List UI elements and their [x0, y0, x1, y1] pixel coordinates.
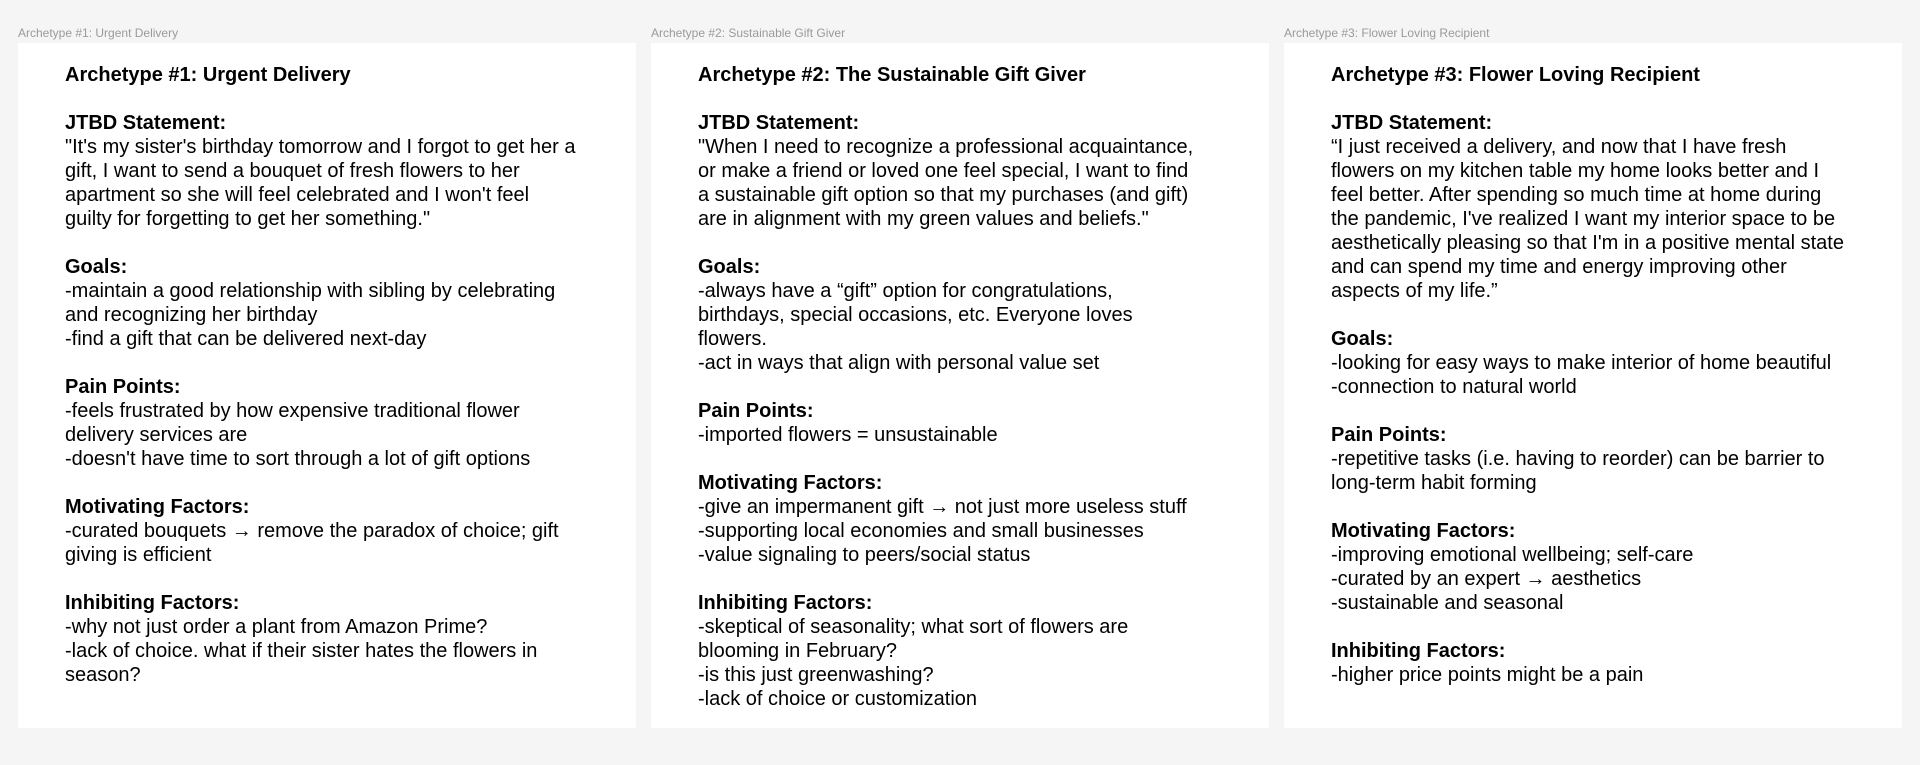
motivating-factors-line: -curated bouquets → remove the paradox of choice; gift	[65, 520, 559, 542]
inhibiting-factors-section	[1331, 639, 1882, 687]
goals-heading: Goals:	[65, 256, 128, 278]
jtbd-line: aesthetically pleasing so that I'm in a positive mental state	[1331, 232, 1844, 254]
goals-line: birthdays, special occasions, etc. Everyone loves	[698, 304, 1133, 326]
pain-points-section	[65, 375, 616, 471]
inhibiting-factors-line: -lack of choice. what if their sister hates the flowers in	[65, 640, 538, 662]
pain-points-line: -doesn't have time to sort through a lot of gift options	[65, 448, 531, 470]
jtbd-line: “I just received a delivery, and now that I have fresh	[1331, 136, 1787, 158]
goals-section	[65, 255, 616, 351]
pain-points-line: -imported flowers = unsustainable	[698, 424, 998, 446]
jtbd-line: or make a friend or loved one feel special, I want to find	[698, 160, 1189, 182]
pain-points-line: -repetitive tasks (i.e. having to reorder) can be barrier to	[1331, 448, 1825, 470]
pain-points-heading: Pain Points:	[1331, 424, 1447, 446]
frame-label[interactable]: Archetype #3: Flower Loving Recipient	[1284, 26, 1490, 40]
goals-line: -connection to natural world	[1331, 376, 1577, 398]
jtbd-line: and can spend my time and energy improving other	[1331, 256, 1787, 278]
inhibiting-factors-line: -lack of choice or customization	[698, 688, 978, 710]
frame-label[interactable]: Archetype #1: Urgent Delivery	[18, 26, 179, 40]
inhibiting-factors-line: -skeptical of seasonality; what sort of flowers are	[698, 616, 1129, 638]
inhibiting-factors-heading: Inhibiting Factors:	[65, 592, 240, 614]
goals-line: flowers.	[698, 328, 767, 350]
card-title: Archetype #1: Urgent Delivery	[65, 64, 351, 86]
motivating-factors-line: -sustainable and seasonal	[1331, 592, 1564, 614]
goals-section	[1331, 327, 1882, 399]
card-title: Archetype #2: The Sustainable Gift Giver	[698, 64, 1086, 86]
jtbd-line: feel better. After spending so much time at home during	[1331, 184, 1822, 206]
motivating-factors-section	[65, 495, 616, 567]
inhibiting-factors-line: blooming in February?	[698, 640, 897, 662]
jtbd-heading: JTBD Statement:	[698, 112, 860, 134]
jtbd-line: are in alignment with my green values and beliefs."	[698, 208, 1149, 230]
goals-line: -find a gift that can be delivered next-day	[65, 328, 427, 350]
goals-line: -looking for easy ways to make interior of home beautiful	[1331, 352, 1832, 374]
card-title: Archetype #3: Flower Loving Recipient	[1331, 64, 1700, 86]
jtbd-line: aspects of my life.”	[1331, 280, 1498, 302]
inhibiting-factors-heading: Inhibiting Factors:	[698, 592, 873, 614]
jtbd-section	[698, 111, 1249, 231]
pain-points-section	[1331, 423, 1882, 495]
inhibiting-factors-line: -why not just order a plant from Amazon Prime?	[65, 616, 488, 638]
motivating-factors-line: -improving emotional wellbeing; self-care	[1331, 544, 1694, 566]
pain-points-heading: Pain Points:	[698, 400, 814, 422]
jtbd-heading: JTBD Statement:	[1331, 112, 1493, 134]
archetype-card	[18, 43, 636, 728]
goals-line: -always have a “gift” option for congratulations,	[698, 280, 1113, 302]
goals-heading: Goals:	[698, 256, 761, 278]
archetype-card	[1284, 43, 1902, 728]
inhibiting-factors-line: -is this just greenwashing?	[698, 664, 934, 686]
inhibiting-factors-section	[698, 591, 1249, 711]
goals-line: and recognizing her birthday	[65, 304, 318, 326]
inhibiting-factors-heading: Inhibiting Factors:	[1331, 640, 1506, 662]
jtbd-line: a sustainable gift option so that my purchases (and gift)	[698, 184, 1189, 206]
inhibiting-factors-line: season?	[65, 664, 141, 686]
inhibiting-factors-line: -higher price points might be a pain	[1331, 664, 1644, 686]
goals-line: -act in ways that align with personal value set	[698, 352, 1100, 374]
jtbd-line: flowers on my kitchen table my home looks better and I	[1331, 160, 1820, 182]
frame-label[interactable]: Archetype #2: Sustainable Gift Giver	[651, 26, 846, 40]
goals-line: -maintain a good relationship with sibling by celebrating	[65, 280, 556, 302]
goals-section	[698, 255, 1249, 375]
pain-points-heading: Pain Points:	[65, 376, 181, 398]
motivating-factors-section	[698, 471, 1249, 567]
motivating-factors-heading: Motivating Factors:	[698, 472, 883, 494]
archetype-card	[651, 43, 1269, 728]
pain-points-line: -feels frustrated by how expensive traditional flower	[65, 400, 520, 422]
motivating-factors-section	[1331, 519, 1882, 615]
jtbd-line: guilty for forgetting to get her something."	[65, 208, 431, 230]
pain-points-line: delivery services are	[65, 424, 248, 446]
jtbd-heading: JTBD Statement:	[65, 112, 227, 134]
motivating-factors-line: -supporting local economies and small businesses	[698, 520, 1144, 542]
motivating-factors-line: -value signaling to peers/social status	[698, 544, 1031, 566]
motivating-factors-line: -give an impermanent gift → not just more useless stuff	[698, 496, 1187, 518]
goals-heading: Goals:	[1331, 328, 1394, 350]
jtbd-line: the pandemic, I've realized I want my interior space to be	[1331, 208, 1836, 230]
jtbd-line: "It's my sister's birthday tomorrow and I forgot to get her a	[65, 136, 576, 158]
motivating-factors-line: -curated by an expert → aesthetics	[1331, 568, 1642, 590]
jtbd-line: gift, I want to send a bouquet of fresh flowers to her	[65, 160, 520, 182]
motivating-factors-heading: Motivating Factors:	[1331, 520, 1516, 542]
inhibiting-factors-section	[65, 591, 616, 687]
jtbd-line: "When I need to recognize a professional acquaintance,	[698, 136, 1194, 158]
jtbd-line: apartment so she will feel celebrated and I won't feel	[65, 184, 530, 206]
jtbd-section	[65, 111, 616, 231]
jtbd-section	[1331, 111, 1882, 303]
pain-points-section	[698, 399, 1249, 447]
motivating-factors-heading: Motivating Factors:	[65, 496, 250, 518]
pain-points-line: long-term habit forming	[1331, 472, 1537, 494]
motivating-factors-line: giving is efficient	[65, 544, 212, 566]
